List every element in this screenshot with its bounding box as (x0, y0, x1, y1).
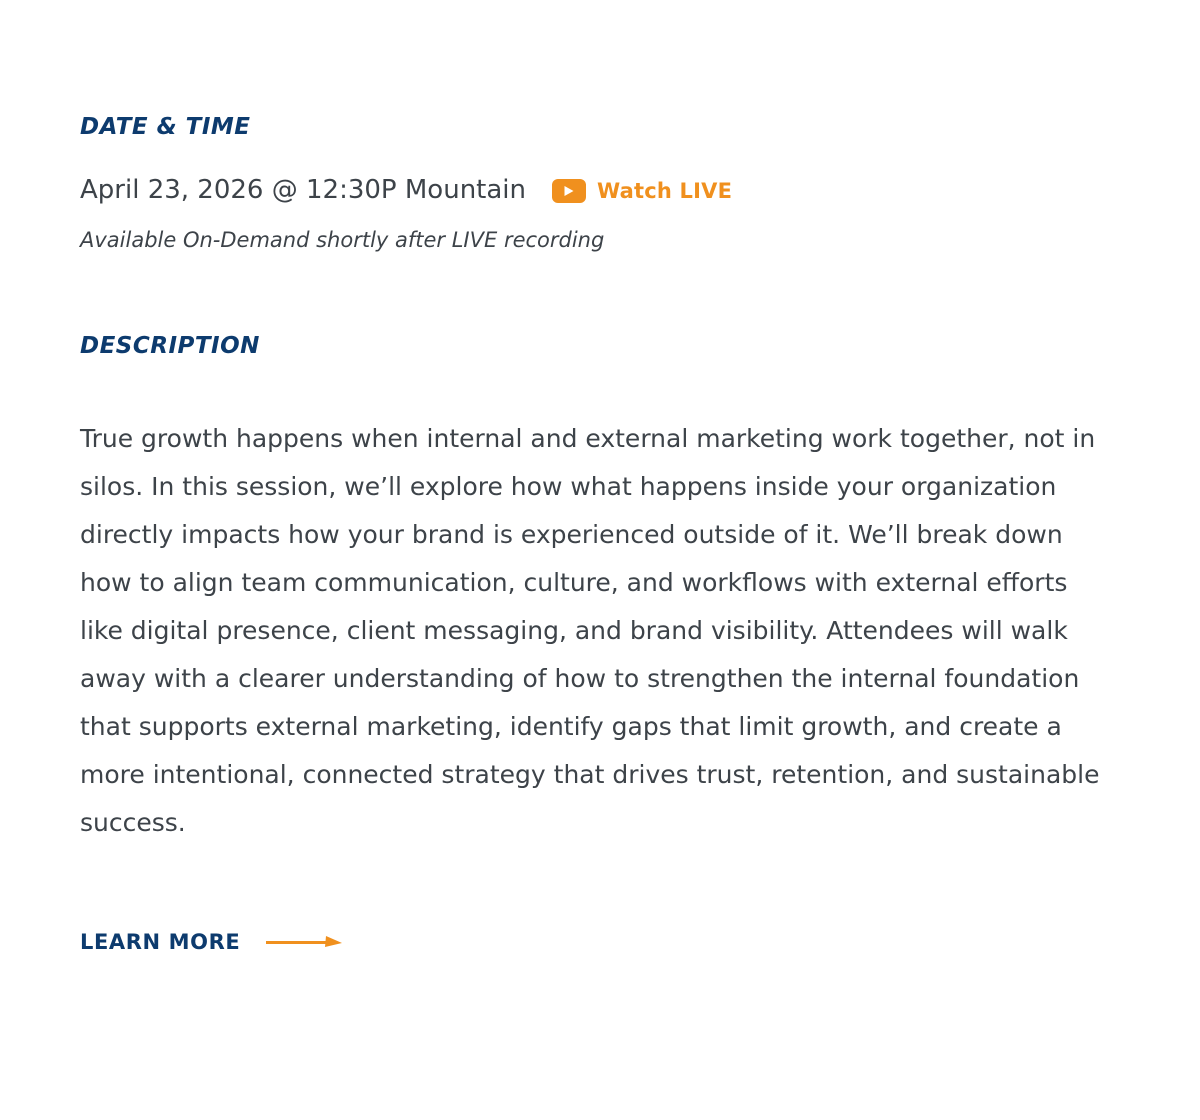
date-time-value: April 23, 2026 @ 12:30P Mountain (80, 175, 526, 205)
description-heading: DESCRIPTION (80, 333, 260, 359)
date-time-row (80, 174, 732, 208)
on-demand-note: Available On-Demand shortly after LIVE recording (80, 228, 605, 252)
learn-more-link[interactable] (80, 930, 344, 954)
watch-live-link[interactable] (552, 179, 732, 203)
watch-live-label: Watch LIVE (597, 178, 733, 203)
learn-more-label: LEARN MORE (80, 930, 241, 954)
arrow-right-icon (266, 934, 344, 950)
description-body: True growth happens when internal and external marketing work together, not in silos. In this session, we’ll explore how what happens inside your organization directly impacts how your brand is experienced outside of it. We’ll break down how to align team communication, culture, and workflows with external efforts like digital presence, client messaging, and brand visibility. Attendees will walk away with a clearer understanding of how to strengthen the internal foundation that supports external marketing, identify gaps that limit growth, and create a more intentional, connected strategy that drives trust, retention, and sustainable success. (80, 424, 1100, 837)
youtube-play-icon (552, 179, 586, 203)
date-time-heading: DATE & TIME (80, 114, 251, 140)
